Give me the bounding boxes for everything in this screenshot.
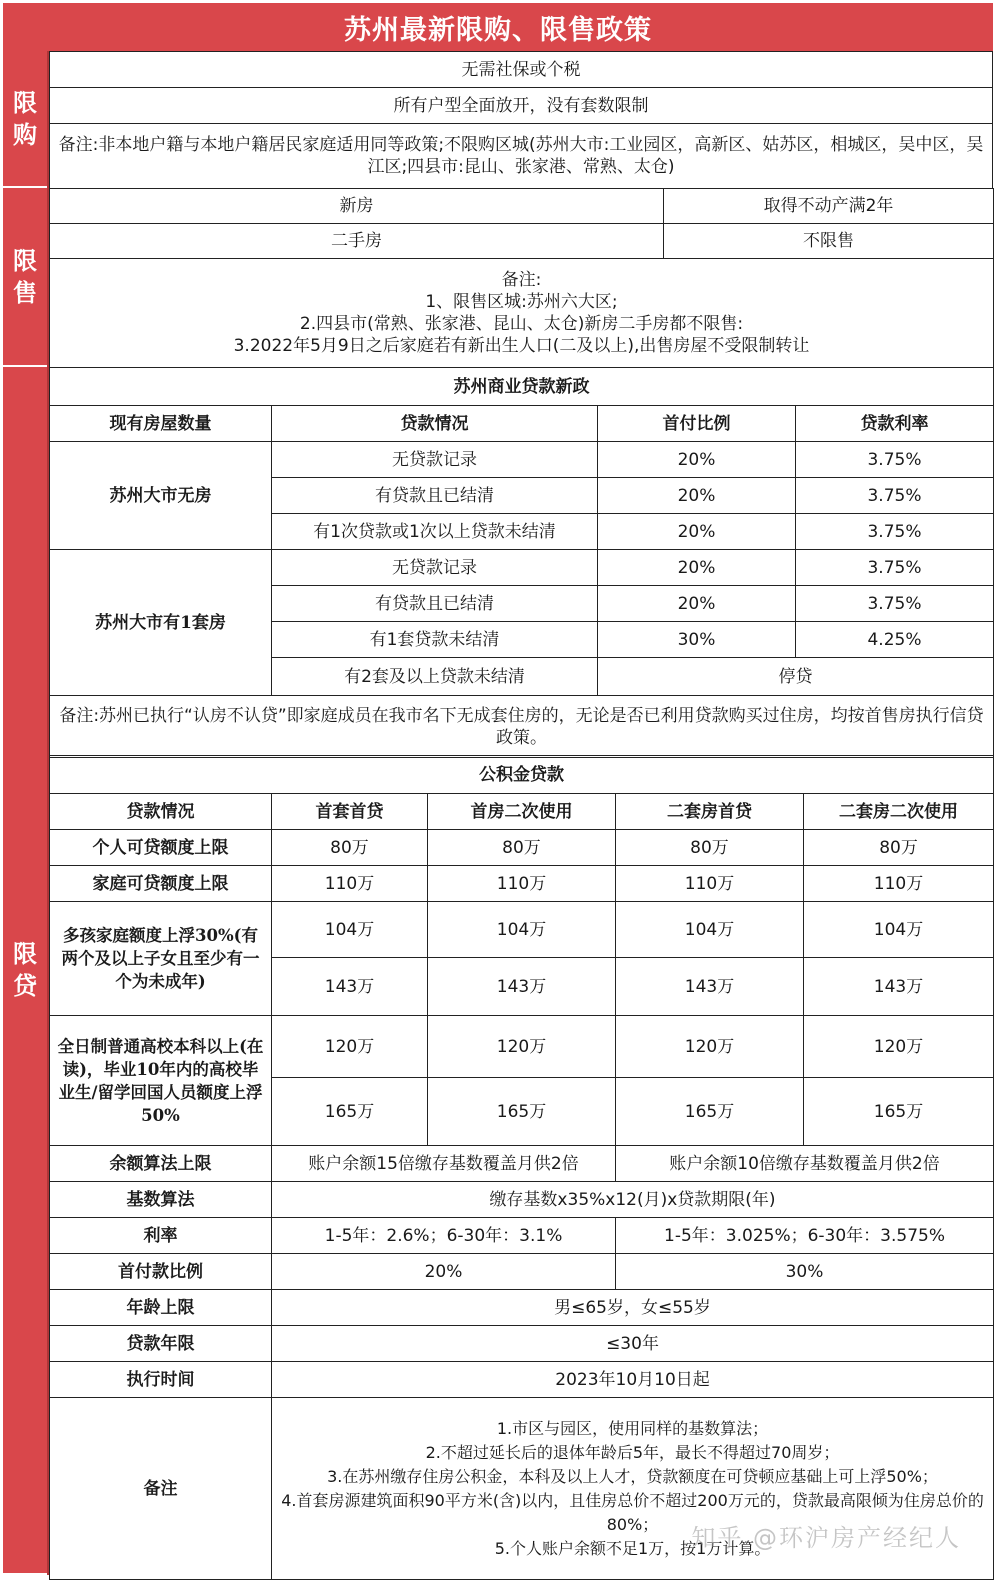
loan-status: 有2套及以上贷款未结清 [272,658,598,696]
purchase-note: 备注:非本地户籍与本地户籍居民家庭适用同等政策;不限购区城(苏州大市:工业园区，高新区、姑苏区，相城区，吴中区，吴江区;四县市:昆山、张家港、常熟、太仓) [50,124,993,189]
header-loan-status: 贷款情况 [272,406,598,442]
restrict-sale-table [49,188,994,368]
restrict-purchase-label: 限 购 [13,87,37,149]
table-row [50,1326,994,1362]
fund-value: 110万 [616,866,804,902]
fund-value: 104万 [428,902,616,958]
fund-value: 165万 [616,1078,804,1146]
balance-first: 账户余额15倍缴存基数覆盖月供2倍 [272,1146,616,1182]
fund-value: 165万 [804,1078,994,1146]
multi-child-label: 多孩家庭额度上浮30%(有两个及以上子女且至少有一个为未成年) [50,902,272,1016]
table-row [50,52,993,88]
fund-value: 80万 [616,830,804,866]
commercial-loan-table [49,367,994,758]
sale-note: 备注: 1、限售区城:苏州六大区; 2.四县市(常熟、张家港、昆山、太仓)新房二手房都不限售: 3.2022年5月9日之后家庭若有新出生人口(二及以上),出售房屋不受限制转让 [50,259,994,368]
fund-value: 120万 [428,1016,616,1078]
table-row [50,902,994,958]
header-down-payment: 首付比例 [598,406,796,442]
balance-label: 余额算法上限 [50,1146,272,1182]
sidebar-label-restrict-purchase [3,51,47,188]
family-limit-label: 家庭可贷额度上限 [50,866,272,902]
table-row [50,1290,994,1326]
loan-status: 无贷款记录 [272,442,598,478]
table-row [50,368,994,406]
fund-value: 80万 [804,830,994,866]
base-value: 缴存基数x35%x12(月)x贷款期限(年) [272,1182,994,1218]
table-row [50,259,994,368]
term-value: ≤30年 [272,1326,994,1362]
table-row [50,1362,994,1398]
down-second: 30% [616,1254,994,1290]
rate-second: 1-5年：3.025%；6-30年：3.575% [616,1218,994,1254]
down-label: 首付款比例 [50,1254,272,1290]
fund-value: 120万 [616,1016,804,1078]
term-label: 贷款年限 [50,1326,272,1362]
loan-rate: 3.75% [796,442,994,478]
table-row [50,756,994,794]
fund-value: 80万 [272,830,428,866]
fund-value: 110万 [272,866,428,902]
table-row [50,866,994,902]
loan-status: 有1套贷款未结清 [272,622,598,658]
age-label: 年龄上限 [50,1290,272,1326]
fund-value: 143万 [804,958,994,1016]
fund-note-label: 备注 [50,1398,272,1580]
fund-value: 80万 [428,830,616,866]
rate-first: 1-5年：2.6%；6-30年：3.1% [272,1218,616,1254]
watermark: 知乎 @环沪房产经纪人 [691,1524,961,1552]
page-title: 苏州最新限购、限售政策 [3,3,993,51]
table-row [50,696,994,758]
purchase-rule-social-security: 无需社保或个税 [50,52,993,88]
down-payment: 20% [598,550,796,586]
fund-header-status: 贷款情况 [50,794,272,830]
fund-value: 120万 [272,1016,428,1078]
loan-stopped: 停贷 [598,658,994,696]
loan-status: 有1次贷款或1次以上贷款未结清 [272,514,598,550]
down-first: 20% [272,1254,616,1290]
fund-value: 110万 [804,866,994,902]
table-row [50,794,994,830]
loan-rate: 3.75% [796,514,994,550]
header-existing-houses: 现有房屋数量 [50,406,272,442]
fund-value: 120万 [804,1016,994,1078]
provident-fund-table [49,755,994,1580]
fund-value: 104万 [616,902,804,958]
fund-value: 143万 [616,958,804,1016]
sale-type-new: 新房 [50,189,664,224]
table-row [50,224,994,259]
down-payment: 20% [598,514,796,550]
fund-loan-title: 公积金贷款 [50,756,994,794]
restrict-purchase-table [49,51,993,189]
base-label: 基数算法 [50,1182,272,1218]
loan-status: 无贷款记录 [272,550,598,586]
commercial-loan-title: 苏州商业贷款新政 [50,368,994,406]
fund-notes: 1.市区与园区，使用同样的基数算法； 2.不超过延长后的退体年龄后5年，最长不得超过70周岁； 3.在苏州缴存住房公积金，本科及以上人才，贷款额度在可贷顿应基础上可上浮50%； 4.首套房源建筑面积90平方米(含)以内，且佳房总价不超过200万元的，贷款最高限倾为住房总价的80%； 5.个人账户余额不足1万，按1万计算。 [272,1398,994,1580]
table-row [50,88,993,124]
table-row [50,1182,994,1218]
commercial-note: 备注:苏州已执行“认房不认贷”即家庭成员在我市名下无成套住房的，无论是否已利用贷款购买过住房，均按首售房执行信贷政策。 [50,696,994,758]
age-value: 男≤65岁，女≤55岁 [272,1290,994,1326]
fund-header-second-first: 二套房首贷 [616,794,804,830]
fund-value: 104万 [272,902,428,958]
table-row [50,406,994,442]
loan-status: 有贷款且已结清 [272,478,598,514]
restrict-loan-label: 限 贷 [13,939,37,1000]
down-payment: 20% [598,442,796,478]
fund-value: 104万 [804,902,994,958]
fund-value: 165万 [272,1078,428,1146]
sale-rule-second-hand: 不限售 [664,224,994,259]
table-row [50,1146,994,1182]
fund-value: 165万 [428,1078,616,1146]
table-row [50,189,994,224]
down-payment: 20% [598,478,796,514]
loan-rate: 4.25% [796,622,994,658]
table-row [50,1218,994,1254]
personal-limit-label: 个人可贷额度上限 [50,830,272,866]
table-row [50,124,993,189]
table-row [50,550,994,586]
table-row [50,442,994,478]
effective-value: 2023年10月10日起 [272,1362,994,1398]
group-no-house: 苏州大市无房 [50,442,272,550]
group-one-house: 苏州大市有1套房 [50,550,272,696]
table-row [50,1016,994,1078]
fund-value: 143万 [428,958,616,1016]
down-payment: 30% [598,622,796,658]
policy-sheet [3,3,993,1575]
balance-second: 账户余额10倍缴存基数覆盖月供2倍 [616,1146,994,1182]
loan-rate: 3.75% [796,550,994,586]
fund-value: 143万 [272,958,428,1016]
graduate-label: 全日制普通高校本科以上(在读)，毕业10年内的高校毕业生/留学回国人员额度上浮50% [50,1016,272,1146]
sidebar-label-restrict-sale [3,188,47,367]
down-payment: 20% [598,586,796,622]
table-row [50,830,994,866]
fund-header-first-first: 首套首贷 [272,794,428,830]
effective-label: 执行时间 [50,1362,272,1398]
loan-rate: 3.75% [796,478,994,514]
fund-header-first-second: 首房二次使用 [428,794,616,830]
fund-value: 110万 [428,866,616,902]
table-row [50,1254,994,1290]
purchase-rule-unit-count: 所有户型全面放开，没有套数限制 [50,88,993,124]
loan-status: 有贷款且已结清 [272,586,598,622]
header-loan-rate: 贷款利率 [796,406,994,442]
sale-rule-new: 取得不动产满2年 [664,189,994,224]
loan-rate: 3.75% [796,586,994,622]
sale-type-second-hand: 二手房 [50,224,664,259]
restrict-sale-label: 限 售 [13,245,37,307]
sidebar-label-restrict-loan [3,367,47,1575]
fund-header-second-second: 二套房二次使用 [804,794,994,830]
rate-label: 利率 [50,1218,272,1254]
